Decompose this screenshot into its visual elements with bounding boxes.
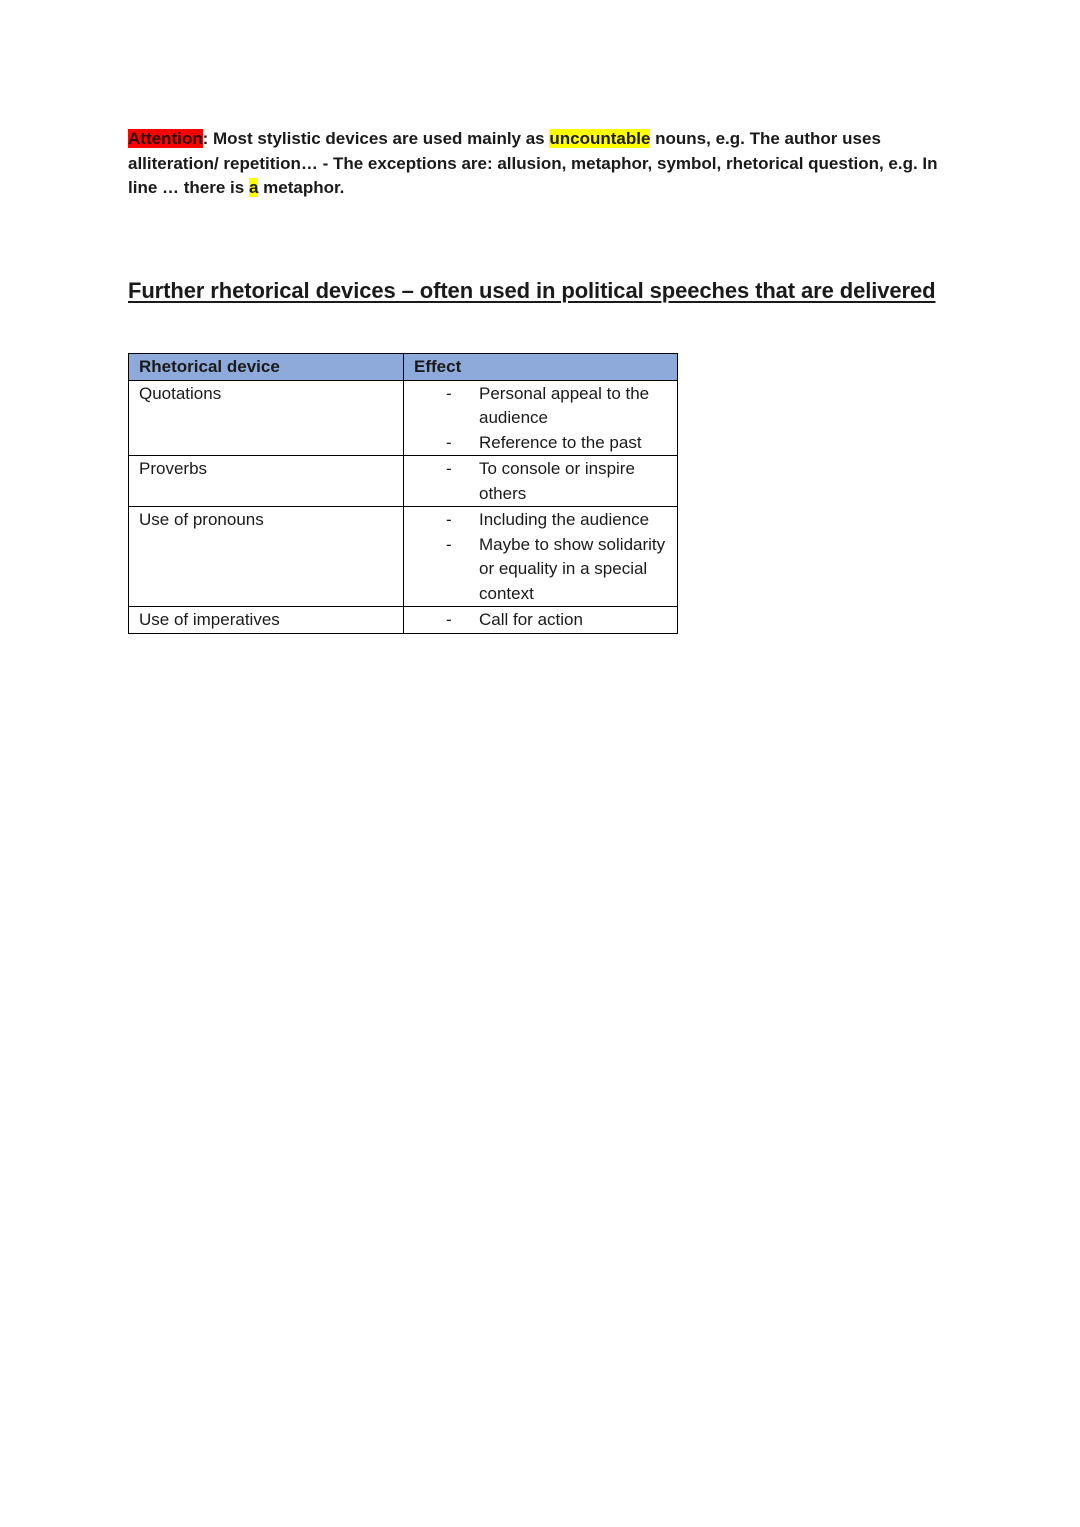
effect-item: - Call for action bbox=[404, 608, 669, 633]
section-heading: Further rhetorical devices – often used in political speeches that are delivered bbox=[128, 278, 936, 303]
effect-item: - Reference to the past bbox=[404, 431, 669, 456]
device-cell: Use of pronouns bbox=[129, 507, 404, 607]
attention-text-3: metaphor. bbox=[258, 178, 345, 197]
column-header-effect: Effect bbox=[404, 354, 678, 381]
effect-list bbox=[404, 457, 669, 506]
table-row bbox=[129, 456, 678, 507]
effect-item: - Maybe to show solidarity or equality in a special context bbox=[404, 533, 669, 607]
effect-cell bbox=[404, 507, 678, 607]
table-row bbox=[129, 607, 678, 634]
uncountable-highlight: uncountable bbox=[549, 129, 651, 148]
table-row bbox=[129, 380, 678, 456]
effect-list bbox=[404, 608, 669, 633]
table-row bbox=[129, 507, 678, 607]
attention-text-1: : Most stylistic devices are used mainly as bbox=[202, 129, 550, 148]
effect-list bbox=[404, 382, 669, 456]
attention-text-2: nouns, e.g. The author uses alliteration/ repetition… - The exceptions are: allusion, metaphor, symbol, rhetorical question, e.g. In line … there is bbox=[128, 129, 938, 197]
rhetorical-devices-table bbox=[128, 353, 678, 634]
device-cell: Proverbs bbox=[129, 456, 404, 507]
document-page bbox=[128, 127, 958, 629]
device-cell: Use of imperatives bbox=[129, 607, 404, 634]
effect-cell bbox=[404, 607, 678, 634]
table-header-row bbox=[129, 354, 678, 381]
attention-label: Attention bbox=[128, 129, 203, 148]
effect-cell bbox=[404, 456, 678, 507]
device-cell: Quotations bbox=[129, 380, 404, 456]
article-highlight: a bbox=[248, 178, 259, 197]
effect-list bbox=[404, 508, 669, 606]
attention-note bbox=[128, 127, 958, 201]
effect-cell bbox=[404, 380, 678, 456]
effect-item: - To console or inspire others bbox=[404, 457, 669, 506]
effect-item: - Including the audience bbox=[404, 508, 669, 533]
effect-item: - Personal appeal to the audience bbox=[404, 382, 669, 431]
column-header-device: Rhetorical device bbox=[129, 354, 404, 381]
